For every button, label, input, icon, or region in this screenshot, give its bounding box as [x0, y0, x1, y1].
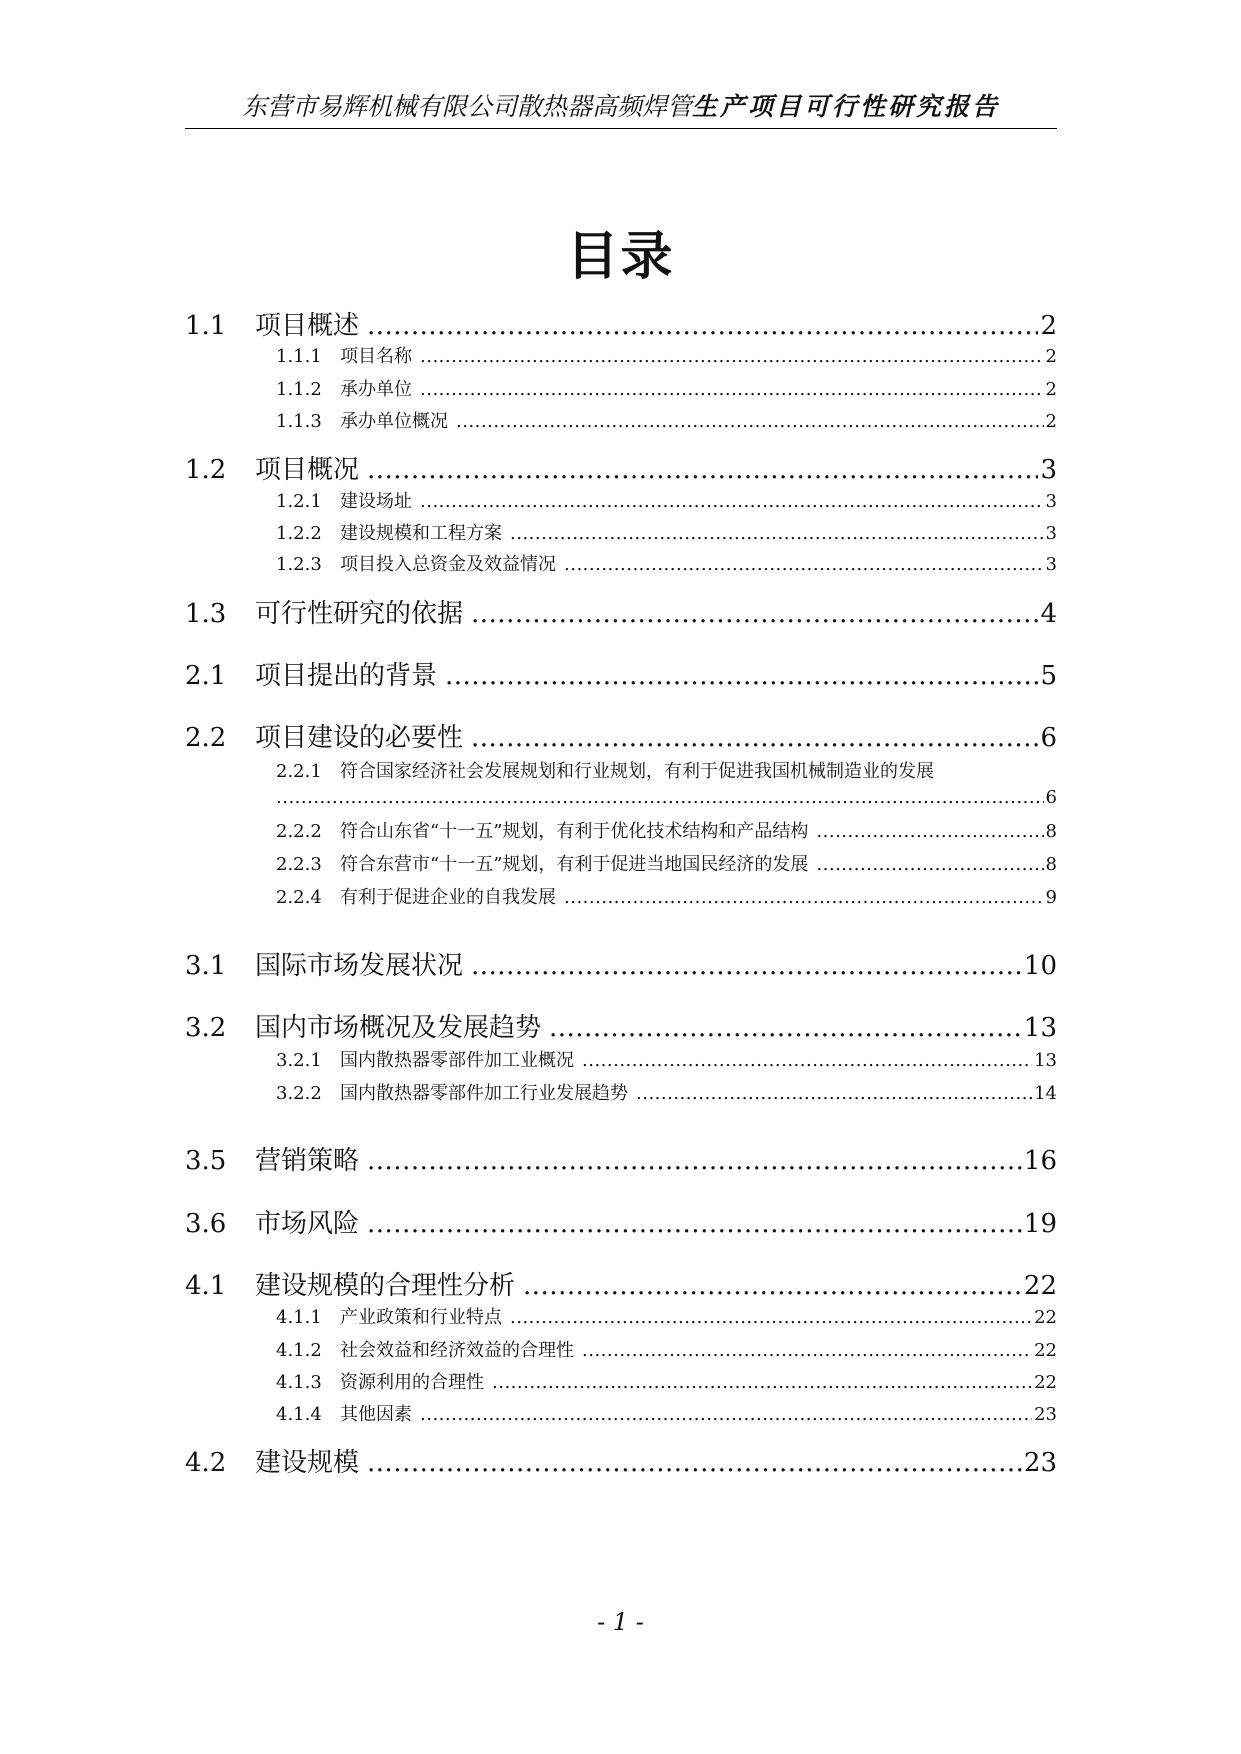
toc-entry[interactable]	[276, 342, 1057, 368]
toc-dot-leader	[471, 951, 1022, 981]
toc-entry[interactable]	[276, 487, 1057, 513]
toc-dot-leader	[816, 821, 1043, 842]
toc-entry-label: 国内市场概况及发展趋势	[255, 1013, 542, 1043]
toc-entry-page: 16	[1023, 1146, 1057, 1176]
toc-entry-label: 建设规模的合理性分析	[255, 1271, 516, 1301]
toc-entry-label: 承办单位	[340, 379, 412, 400]
toc-entry[interactable]	[276, 1336, 1057, 1362]
toc-entry[interactable]	[276, 850, 1057, 876]
toc-dot-leader	[367, 1448, 1022, 1478]
toc-entry-number: 2.2.2	[276, 821, 322, 842]
page-header	[185, 86, 1057, 129]
toc-entry-page: 22	[1034, 1372, 1057, 1393]
toc-entry[interactable]	[276, 1046, 1057, 1072]
toc-dot-leader	[420, 346, 1044, 367]
toc-dot-leader	[367, 455, 1038, 485]
toc-entry[interactable]	[276, 550, 1057, 576]
toc-entry-label: 产业政策和行业特点	[340, 1307, 502, 1328]
toc-entry-page: 23	[1023, 1448, 1057, 1478]
toc-dot-leader	[582, 1340, 1032, 1361]
toc-entry[interactable]	[276, 1400, 1057, 1426]
toc-entry-number: 3.5	[185, 1146, 227, 1176]
toc-entry-page: 3	[1045, 523, 1057, 544]
toc-entry-page: 8	[1045, 821, 1057, 842]
toc-entry-page: 23	[1034, 1404, 1057, 1425]
toc-dot-leader	[456, 411, 1044, 432]
toc-entry-number: 4.1.3	[276, 1372, 322, 1393]
toc-entry-page: 2	[1045, 411, 1057, 432]
toc-entry-label: 建设场址	[340, 491, 412, 512]
toc-entry-label: 项目概况	[255, 455, 360, 485]
toc-entry-page: 8	[1045, 854, 1057, 875]
toc-entry-number: 3.2.1	[276, 1050, 322, 1071]
toc-dot-leader	[549, 1013, 1022, 1043]
toc-entry-label: 国内散热器零部件加工业概况	[340, 1050, 574, 1071]
toc-entry-label: 符合山东省“十一五”规划，有利于优化技术结构和产品结构	[340, 821, 809, 842]
toc-entry-label: 承办单位概况	[340, 411, 448, 432]
toc-entry-number: 1.1.2	[276, 379, 322, 400]
toc-dot-leader	[367, 1209, 1022, 1239]
toc-entry[interactable]	[276, 757, 1057, 783]
toc-entry-label: 符合东营市“十一五”规划，有利于促进当地国民经济的发展	[340, 854, 809, 875]
toc-entry-label: 符合国家经济社会发展规划和行业规划，有利于促进我国机械制造业的发展	[340, 761, 934, 782]
toc-entry-number: 2.2.4	[276, 887, 322, 908]
toc-entry-number: 1.1.3	[276, 411, 322, 432]
toc-entry[interactable]	[185, 1265, 1057, 1302]
toc-entry-page: 6	[1040, 723, 1057, 753]
toc-entry-page: 10	[1023, 951, 1057, 981]
page-number: - 1 -	[597, 1608, 644, 1636]
toc-entry[interactable]	[276, 519, 1057, 545]
toc-entry-label: 市场风险	[255, 1209, 360, 1239]
toc-entry-number: 4.1.1	[276, 1307, 322, 1328]
toc-entry[interactable]	[185, 1442, 1057, 1479]
toc-entry-label: 项目名称	[340, 346, 412, 367]
toc-entry-label: 国内散热器零部件加工行业发展趋势	[340, 1083, 628, 1104]
toc-entry-label: 项目提出的背景	[255, 661, 438, 691]
toc-entry-label: 项目建设的必要性	[255, 723, 464, 753]
toc-dot-leader	[420, 1404, 1032, 1425]
toc-entry-number: 1.1.1	[276, 346, 322, 367]
toc-entry-number: 3.1	[185, 951, 227, 981]
toc-dot-leader	[510, 1307, 1032, 1328]
toc-dot-leader	[367, 1146, 1022, 1176]
toc-entry-page: 9	[1045, 887, 1057, 908]
toc-entry[interactable]	[185, 1203, 1057, 1240]
toc-entry[interactable]	[185, 593, 1057, 630]
toc-entry-page: 4	[1040, 599, 1057, 629]
header-title-bold: 生产项目可行性研究报告	[692, 92, 1001, 121]
toc-dot-leader	[510, 523, 1044, 544]
toc-entry-number: 1.2.1	[276, 491, 322, 512]
toc-entry-number: 2.2.3	[276, 854, 322, 875]
toc-entry-number: 2.1	[185, 661, 227, 691]
toc-entry-number: 4.1.2	[276, 1340, 322, 1361]
toc-dot-leader	[492, 1372, 1032, 1393]
toc-entry-number: 1.1	[185, 311, 227, 341]
toc-entry-page: 5	[1040, 661, 1057, 691]
toc-title: 目录	[566, 226, 675, 287]
toc-entry-label: 可行性研究的依据	[255, 599, 464, 629]
toc-entry-page: 22	[1034, 1307, 1057, 1328]
header-title-regular: 东营市易辉机械有限公司散热器高频焊管	[241, 92, 692, 121]
toc-entry-number: 3.2.2	[276, 1083, 322, 1104]
toc-dot-leader	[420, 379, 1044, 400]
toc-entry-label: 国际市场发展状况	[255, 951, 464, 981]
toc-dot-leader	[420, 491, 1044, 512]
toc-entry-page: 22	[1023, 1271, 1057, 1301]
toc-entry-page: 13	[1034, 1050, 1057, 1071]
toc-entry[interactable]	[276, 1079, 1057, 1105]
toc-entry-label: 社会效益和经济效益的合理性	[340, 1340, 574, 1361]
toc-entry-page: 3	[1045, 491, 1057, 512]
toc-dot-leader	[445, 661, 1038, 691]
toc-entry[interactable]	[276, 1368, 1057, 1394]
toc-entry-page: 2	[1045, 346, 1057, 367]
toc-entry[interactable]	[185, 449, 1057, 486]
toc-entry-page: 3	[1045, 554, 1057, 575]
toc-dot-leader	[471, 599, 1038, 629]
toc-entry-page: 13	[1023, 1013, 1057, 1043]
toc-entry-page: 6	[1045, 787, 1057, 808]
toc-entry-continuation[interactable]	[276, 787, 1057, 808]
toc-entry[interactable]	[276, 883, 1057, 909]
toc-entry-label: 项目概述	[255, 311, 360, 341]
toc-dot-leader	[564, 554, 1044, 575]
toc-dot-leader	[367, 311, 1038, 341]
toc-entry-number: 1.2	[185, 455, 227, 485]
toc-entry-number: 1.3	[185, 599, 227, 629]
toc-entry[interactable]	[276, 375, 1057, 401]
toc-entry-number: 1.2.2	[276, 523, 322, 544]
toc-entry-number: 3.6	[185, 1209, 227, 1239]
toc-entry-label: 有利于促进企业的自我发展	[340, 887, 556, 908]
toc-entry-number: 3.2	[185, 1013, 227, 1043]
toc-entry-number: 2.2.1	[276, 761, 322, 782]
toc-entry-label: 项目投入总资金及效益情况	[340, 554, 556, 575]
toc-dot-leader	[582, 1050, 1032, 1071]
toc-entry-number: 2.2	[185, 723, 227, 753]
toc-entry-page: 22	[1034, 1340, 1057, 1361]
toc-dot-leader	[523, 1271, 1022, 1301]
toc-entry-number: 4.2	[185, 1448, 227, 1478]
toc-entry-number: 1.2.3	[276, 554, 322, 575]
toc-entry[interactable]	[276, 1303, 1057, 1329]
toc-entry[interactable]	[185, 1007, 1057, 1044]
toc-dot-leader	[816, 854, 1043, 875]
toc-entry[interactable]	[185, 305, 1057, 342]
toc-entry[interactable]	[276, 817, 1057, 843]
toc-entry-page: 3	[1040, 455, 1057, 485]
toc-entry-label: 其他因素	[340, 1404, 412, 1425]
toc-entry[interactable]	[185, 655, 1057, 692]
toc-entry-label: 建设规模	[255, 1448, 360, 1478]
toc-dot-leader	[564, 887, 1044, 908]
toc-dot-leader	[471, 723, 1038, 753]
toc-entry[interactable]	[276, 407, 1057, 433]
toc-entry-number: 4.1.4	[276, 1404, 322, 1425]
toc-entry-label: 建设规模和工程方案	[340, 523, 502, 544]
toc-dot-leader	[276, 787, 1044, 808]
toc-entry[interactable]	[185, 717, 1057, 754]
toc-entry[interactable]	[185, 1140, 1057, 1177]
toc-entry-page: 2	[1040, 311, 1057, 341]
toc-dot-leader	[636, 1083, 1032, 1104]
toc-entry-label: 资源利用的合理性	[340, 1372, 484, 1393]
toc-entry-label: 营销策略	[255, 1146, 360, 1176]
toc-entry-page: 19	[1023, 1209, 1057, 1239]
toc-entry[interactable]	[185, 945, 1057, 982]
toc-entry-page: 14	[1034, 1083, 1057, 1104]
toc-entry-number: 4.1	[185, 1271, 227, 1301]
toc-entry-page: 2	[1045, 379, 1057, 400]
